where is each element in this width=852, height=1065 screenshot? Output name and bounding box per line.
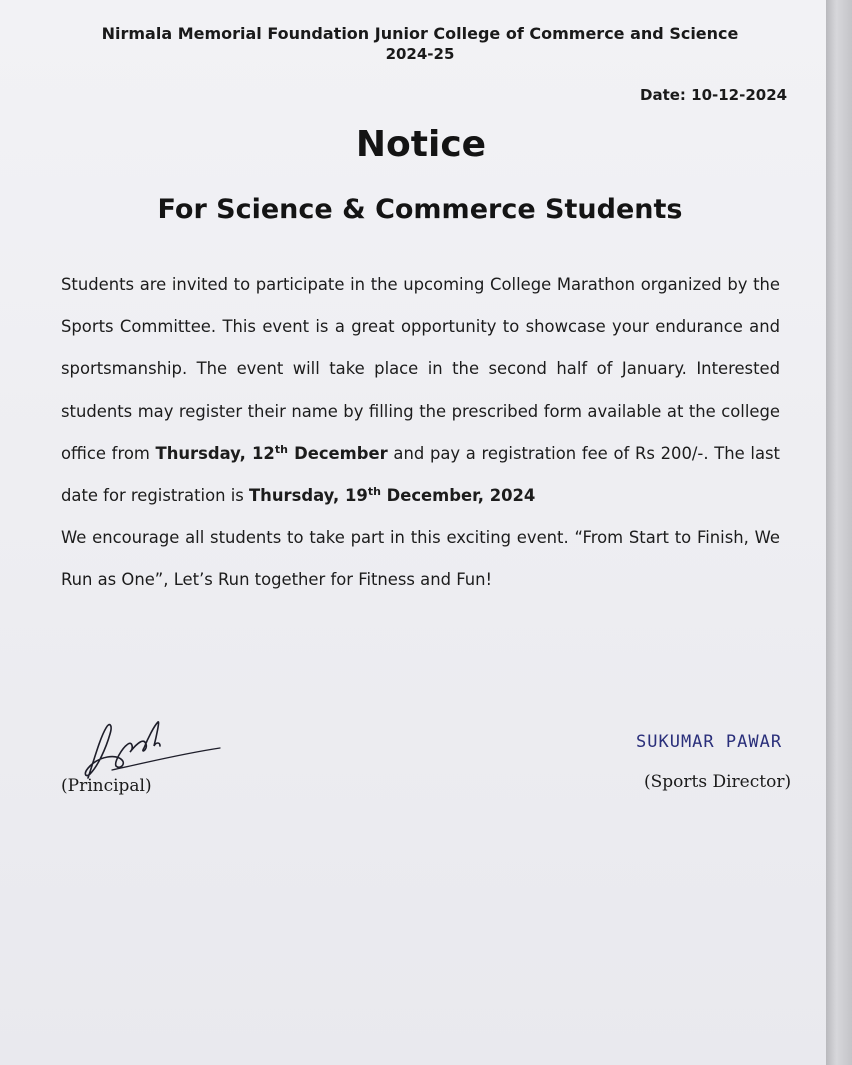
notice-body [61,264,780,602]
registration-start-date [156,444,388,463]
notice-audience: For Science & Commerce Students [157,194,683,225]
end-date-month: December, 2024 [380,486,536,506]
start-date-month: December [287,443,388,463]
body-text-part: Students are invited to participate in the upcoming College Marathon organized by the Sports Committee. This event is a great opportunity to showcase your endurance and sportsmanship. The event will take place in the second half of January. Interested students may register their name by filling the prescribed form available at the college office from [61,275,780,463]
start-date-text: Thursday, 12 [155,443,275,463]
sports-director-label: (Sports Director) [644,772,792,792]
academic-year: 2024-25 [385,45,455,63]
body-paragraph-2: We encourage all students to take part in this exciting event. “From Start to Finish, We Run as One”, Let’s Run together for Fitness and Fun! [61,528,780,590]
body-paragraph-1 [61,264,780,517]
notice-date: Date: 10-12-2024 [640,86,788,104]
end-date-suffix: th [367,485,381,499]
sports-director-name: SUKUMAR PAWAR [636,732,783,752]
end-date-text: Thursday, 19 [249,486,368,506]
principal-label: (Principal) [61,776,152,796]
start-date-suffix: th [274,442,288,456]
college-name: Nirmala Memorial Foundation Junior College of Commerce and Science [101,24,739,43]
background-edge [826,0,852,1065]
body-text-part: and pay a registration fee of Rs 200/-. The last date for registration is [61,443,780,506]
notice-title: Notice [355,124,487,165]
registration-end-date [249,486,535,505]
